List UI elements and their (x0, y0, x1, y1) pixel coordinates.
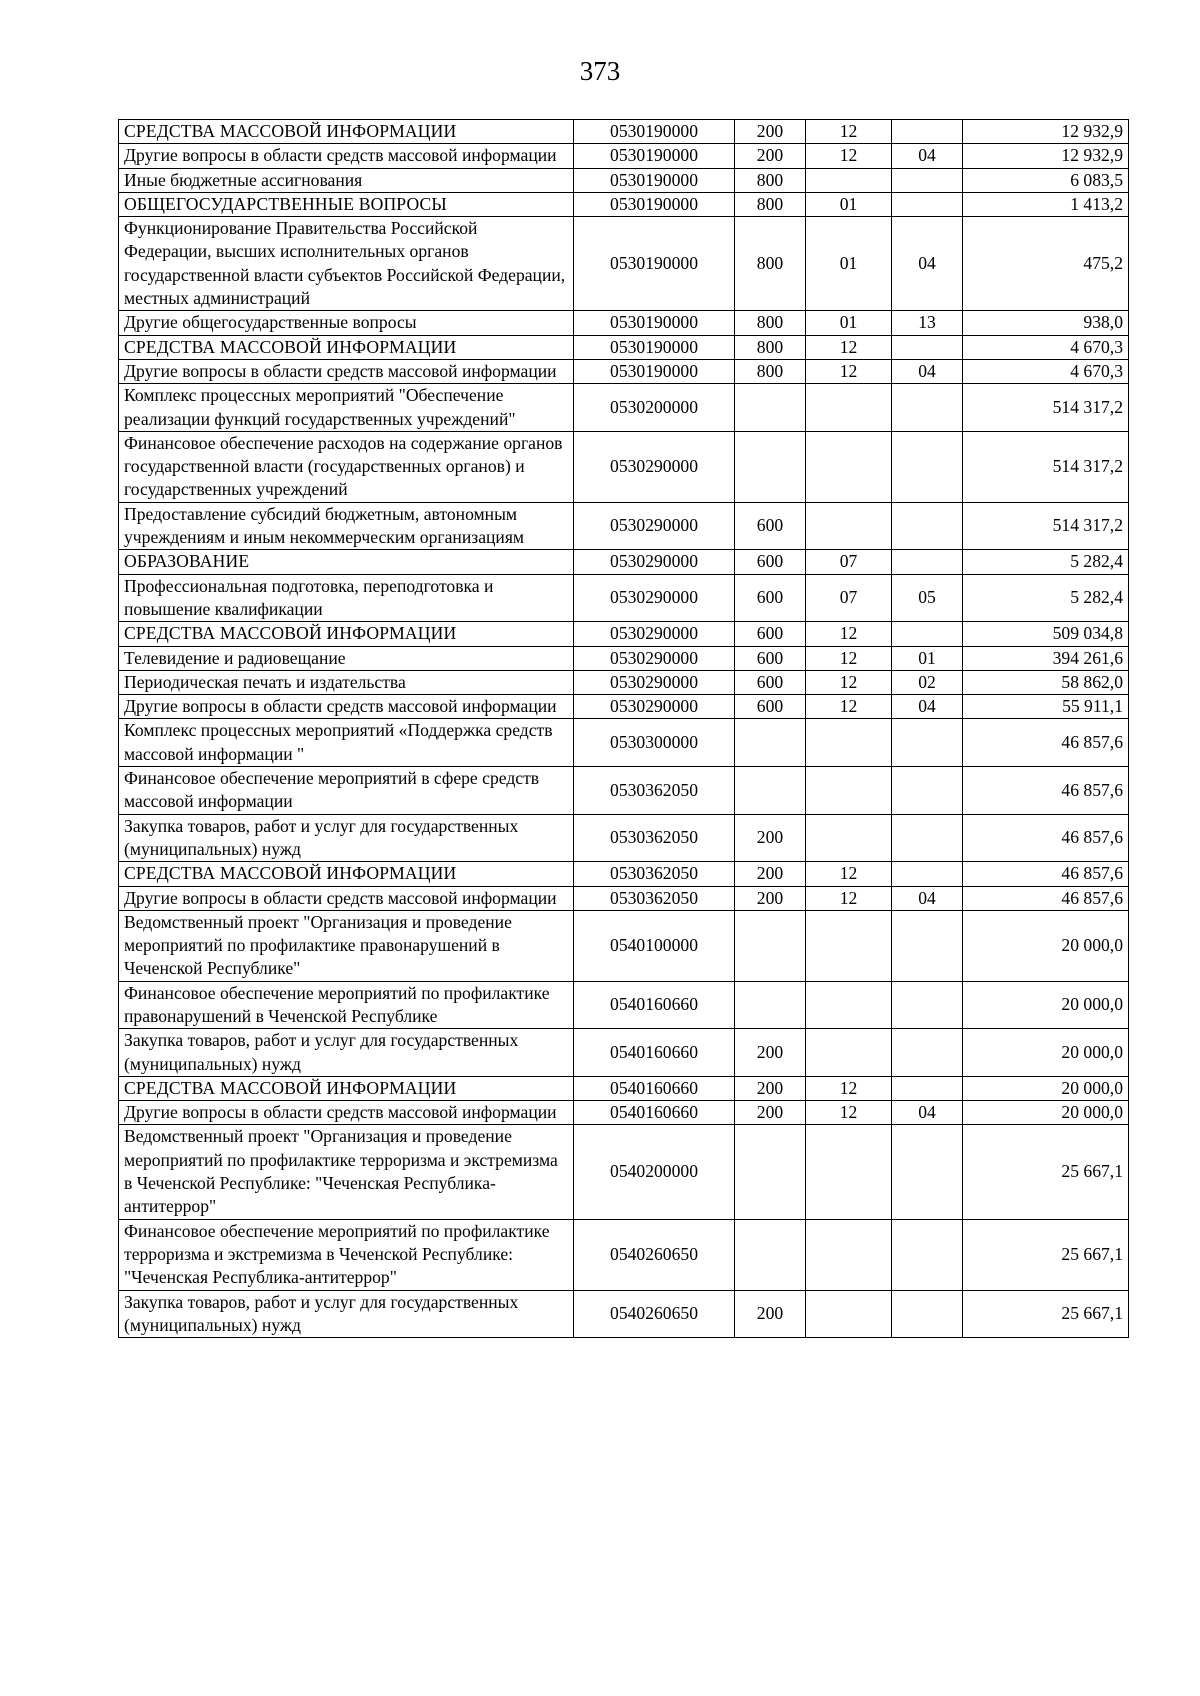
row-rz-cell: 12 (806, 359, 892, 383)
row-csr-cell: 0530362050 (574, 814, 735, 862)
row-pr-cell (892, 1076, 963, 1100)
row-name-cell: Финансовое обеспечение мероприятий в сфере средств массовой информации (119, 767, 574, 815)
row-pr-cell: 04 (892, 695, 963, 719)
row-vr-cell: 200 (735, 144, 806, 168)
table-row (119, 335, 1129, 359)
row-rz-cell (806, 767, 892, 815)
row-rz-cell: 07 (806, 550, 892, 574)
row-sum-cell: 4 670,3 (963, 335, 1129, 359)
table-row (119, 622, 1129, 646)
table-row (119, 431, 1129, 502)
table-row (119, 981, 1129, 1029)
row-csr-cell: 0530190000 (574, 335, 735, 359)
row-rz-cell (806, 168, 892, 192)
row-pr-cell (892, 335, 963, 359)
row-sum-cell: 20 000,0 (963, 1076, 1129, 1100)
table-row (119, 574, 1129, 622)
row-csr-cell: 0530290000 (574, 431, 735, 502)
row-name-cell: Другие вопросы в области средств массовой информации (119, 144, 574, 168)
table-row (119, 120, 1129, 144)
row-pr-cell (892, 1125, 963, 1219)
row-vr-cell: 600 (735, 502, 806, 550)
row-name-cell: СРЕДСТВА МАССОВОЙ ИНФОРМАЦИИ (119, 862, 574, 886)
row-pr-cell (892, 502, 963, 550)
row-sum-cell: 20 000,0 (963, 1029, 1129, 1077)
row-csr-cell: 0540160660 (574, 981, 735, 1029)
row-pr-cell (892, 1290, 963, 1338)
row-csr-cell: 0530190000 (574, 311, 735, 335)
row-pr-cell: 13 (892, 311, 963, 335)
row-sum-cell: 58 862,0 (963, 670, 1129, 694)
budget-table-body (119, 120, 1129, 1338)
row-pr-cell: 05 (892, 574, 963, 622)
row-csr-cell: 0530290000 (574, 622, 735, 646)
table-row (119, 550, 1129, 574)
row-vr-cell: 200 (735, 1076, 806, 1100)
row-pr-cell: 04 (892, 359, 963, 383)
row-rz-cell: 12 (806, 646, 892, 670)
row-vr-cell (735, 384, 806, 432)
row-name-cell: СРЕДСТВА МАССОВОЙ ИНФОРМАЦИИ (119, 622, 574, 646)
row-csr-cell: 0540260650 (574, 1219, 735, 1290)
row-sum-cell: 509 034,8 (963, 622, 1129, 646)
row-name-cell: Финансовое обеспечение мероприятий по профилактике терроризма и экстремизма в Чеченской Республике: "Чеченская Республика-антитеррор" (119, 1219, 574, 1290)
table-row (119, 168, 1129, 192)
row-sum-cell: 514 317,2 (963, 431, 1129, 502)
row-pr-cell (892, 431, 963, 502)
row-csr-cell: 0530290000 (574, 670, 735, 694)
row-vr-cell: 600 (735, 695, 806, 719)
row-pr-cell (892, 719, 963, 767)
row-csr-cell: 0540160660 (574, 1101, 735, 1125)
row-rz-cell (806, 1125, 892, 1219)
row-name-cell: Профессиональная подготовка, переподготовка и повышение квалификации (119, 574, 574, 622)
row-vr-cell: 800 (735, 192, 806, 216)
row-rz-cell: 12 (806, 120, 892, 144)
row-csr-cell: 0530190000 (574, 120, 735, 144)
row-csr-cell: 0540160660 (574, 1076, 735, 1100)
row-rz-cell (806, 1029, 892, 1077)
table-row (119, 767, 1129, 815)
row-sum-cell: 20 000,0 (963, 981, 1129, 1029)
row-csr-cell: 0530362050 (574, 767, 735, 815)
row-pr-cell (892, 192, 963, 216)
row-csr-cell: 0530300000 (574, 719, 735, 767)
row-name-cell: Другие общегосударственные вопросы (119, 311, 574, 335)
table-row (119, 910, 1129, 981)
row-vr-cell: 200 (735, 1029, 806, 1077)
row-csr-cell: 0540160660 (574, 1029, 735, 1077)
row-name-cell: Функционирование Правительства Российской Федерации, высших исполнительных органов государственной власти субъектов Российской Федерации, местных администраций (119, 217, 574, 311)
row-csr-cell: 0530190000 (574, 144, 735, 168)
row-name-cell: Периодическая печать и издательства (119, 670, 574, 694)
row-csr-cell: 0530290000 (574, 550, 735, 574)
row-vr-cell: 600 (735, 646, 806, 670)
row-pr-cell: 01 (892, 646, 963, 670)
row-name-cell: Закупка товаров, работ и услуг для государственных (муниципальных) нужд (119, 814, 574, 862)
table-row (119, 886, 1129, 910)
row-name-cell: ОБЩЕГОСУДАРСТВЕННЫЕ ВОПРОСЫ (119, 192, 574, 216)
row-csr-cell: 0530190000 (574, 359, 735, 383)
row-sum-cell: 46 857,6 (963, 886, 1129, 910)
row-vr-cell: 600 (735, 550, 806, 574)
table-row (119, 502, 1129, 550)
row-rz-cell (806, 719, 892, 767)
table-row (119, 192, 1129, 216)
row-vr-cell: 800 (735, 311, 806, 335)
row-sum-cell: 514 317,2 (963, 384, 1129, 432)
row-vr-cell: 600 (735, 574, 806, 622)
row-vr-cell: 200 (735, 1101, 806, 1125)
row-vr-cell: 800 (735, 359, 806, 383)
table-row (119, 646, 1129, 670)
row-sum-cell: 25 667,1 (963, 1290, 1129, 1338)
row-pr-cell (892, 910, 963, 981)
row-sum-cell: 46 857,6 (963, 862, 1129, 886)
row-sum-cell: 46 857,6 (963, 767, 1129, 815)
row-name-cell: ОБРАЗОВАНИЕ (119, 550, 574, 574)
row-vr-cell (735, 719, 806, 767)
row-pr-cell (892, 814, 963, 862)
row-name-cell: Предоставление субсидий бюджетным, автономным учреждениям и иным некоммерческим организациям (119, 502, 574, 550)
row-name-cell: Ведомственный проект "Организация и проведение мероприятий по профилактике правонарушений в Чеченской Республике" (119, 910, 574, 981)
row-sum-cell: 55 911,1 (963, 695, 1129, 719)
table-row (119, 670, 1129, 694)
table-row (119, 1101, 1129, 1125)
table-row (119, 1125, 1129, 1219)
row-sum-cell: 5 282,4 (963, 574, 1129, 622)
budget-table (118, 119, 1129, 1338)
row-name-cell: Другие вопросы в области средств массовой информации (119, 695, 574, 719)
row-rz-cell: 12 (806, 695, 892, 719)
row-name-cell: Телевидение и радиовещание (119, 646, 574, 670)
row-pr-cell (892, 120, 963, 144)
row-pr-cell: 04 (892, 1101, 963, 1125)
row-csr-cell: 0530362050 (574, 862, 735, 886)
row-rz-cell: 01 (806, 217, 892, 311)
row-rz-cell (806, 814, 892, 862)
row-rz-cell: 12 (806, 1101, 892, 1125)
row-pr-cell (892, 168, 963, 192)
row-csr-cell: 0540100000 (574, 910, 735, 981)
row-name-cell: СРЕДСТВА МАССОВОЙ ИНФОРМАЦИИ (119, 335, 574, 359)
row-sum-cell: 46 857,6 (963, 814, 1129, 862)
row-sum-cell: 25 667,1 (963, 1219, 1129, 1290)
row-sum-cell: 514 317,2 (963, 502, 1129, 550)
row-rz-cell (806, 910, 892, 981)
row-sum-cell: 20 000,0 (963, 910, 1129, 981)
row-name-cell: СРЕДСТВА МАССОВОЙ ИНФОРМАЦИИ (119, 120, 574, 144)
row-name-cell: Комплекс процессных мероприятий "Обеспечение реализации функций государственных учреждений" (119, 384, 574, 432)
row-name-cell: Другие вопросы в области средств массовой информации (119, 886, 574, 910)
row-name-cell: Иные бюджетные ассигнования (119, 168, 574, 192)
row-csr-cell: 0530200000 (574, 384, 735, 432)
row-name-cell: СРЕДСТВА МАССОВОЙ ИНФОРМАЦИИ (119, 1076, 574, 1100)
row-sum-cell: 394 261,6 (963, 646, 1129, 670)
row-name-cell: Финансовое обеспечение мероприятий по профилактике правонарушений в Чеченской Республике (119, 981, 574, 1029)
row-name-cell: Закупка товаров, работ и услуг для государственных (муниципальных) нужд (119, 1290, 574, 1338)
row-sum-cell: 12 932,9 (963, 144, 1129, 168)
row-vr-cell (735, 767, 806, 815)
row-rz-cell (806, 1290, 892, 1338)
table-row (119, 695, 1129, 719)
row-name-cell: Комплекс процессных мероприятий «Поддержка средств массовой информации " (119, 719, 574, 767)
row-rz-cell: 12 (806, 862, 892, 886)
row-csr-cell: 0530290000 (574, 646, 735, 670)
row-name-cell: Другие вопросы в области средств массовой информации (119, 1101, 574, 1125)
row-rz-cell: 12 (806, 886, 892, 910)
table-row (119, 217, 1129, 311)
row-pr-cell (892, 550, 963, 574)
row-csr-cell: 0530190000 (574, 192, 735, 216)
row-sum-cell: 46 857,6 (963, 719, 1129, 767)
row-pr-cell (892, 622, 963, 646)
row-rz-cell (806, 1219, 892, 1290)
row-rz-cell: 12 (806, 670, 892, 694)
row-rz-cell (806, 981, 892, 1029)
row-vr-cell: 200 (735, 886, 806, 910)
row-sum-cell: 1 413,2 (963, 192, 1129, 216)
row-sum-cell: 6 083,5 (963, 168, 1129, 192)
table-row (119, 862, 1129, 886)
row-vr-cell (735, 1125, 806, 1219)
table-row (119, 384, 1129, 432)
table-row (119, 1029, 1129, 1077)
row-vr-cell: 600 (735, 622, 806, 646)
row-csr-cell: 0540200000 (574, 1125, 735, 1219)
row-vr-cell: 200 (735, 862, 806, 886)
row-name-cell: Ведомственный проект "Организация и проведение мероприятий по профилактике терроризма и экстремизма в Чеченской Республике: "Чеченская Республика-антитеррор" (119, 1125, 574, 1219)
table-row (119, 359, 1129, 383)
row-vr-cell: 800 (735, 217, 806, 311)
row-rz-cell: 12 (806, 1076, 892, 1100)
row-vr-cell: 200 (735, 120, 806, 144)
row-rz-cell: 07 (806, 574, 892, 622)
row-csr-cell: 0530290000 (574, 502, 735, 550)
row-rz-cell: 12 (806, 622, 892, 646)
row-pr-cell (892, 1029, 963, 1077)
row-vr-cell: 200 (735, 814, 806, 862)
row-rz-cell: 01 (806, 311, 892, 335)
row-pr-cell: 02 (892, 670, 963, 694)
row-sum-cell: 475,2 (963, 217, 1129, 311)
row-vr-cell: 200 (735, 1290, 806, 1338)
row-rz-cell (806, 502, 892, 550)
row-vr-cell (735, 431, 806, 502)
row-vr-cell: 600 (735, 670, 806, 694)
table-row (119, 1219, 1129, 1290)
row-sum-cell: 4 670,3 (963, 359, 1129, 383)
row-name-cell: Другие вопросы в области средств массовой информации (119, 359, 574, 383)
row-pr-cell: 04 (892, 217, 963, 311)
row-csr-cell: 0530190000 (574, 217, 735, 311)
row-csr-cell: 0530190000 (574, 168, 735, 192)
table-row (119, 311, 1129, 335)
table-row (119, 814, 1129, 862)
row-vr-cell: 800 (735, 168, 806, 192)
row-pr-cell (892, 384, 963, 432)
row-sum-cell: 20 000,0 (963, 1101, 1129, 1125)
row-sum-cell: 5 282,4 (963, 550, 1129, 574)
row-sum-cell: 938,0 (963, 311, 1129, 335)
row-sum-cell: 25 667,1 (963, 1125, 1129, 1219)
row-pr-cell: 04 (892, 144, 963, 168)
table-row (119, 144, 1129, 168)
row-rz-cell: 01 (806, 192, 892, 216)
row-vr-cell (735, 981, 806, 1029)
row-vr-cell (735, 910, 806, 981)
row-rz-cell: 12 (806, 335, 892, 359)
row-pr-cell (892, 862, 963, 886)
row-pr-cell (892, 1219, 963, 1290)
row-csr-cell: 0540260650 (574, 1290, 735, 1338)
row-csr-cell: 0530290000 (574, 695, 735, 719)
row-rz-cell (806, 431, 892, 502)
page-number: 373 (579, 56, 621, 86)
row-name-cell: Финансовое обеспечение расходов на содержание органов государственной власти (государственных органов) и государственных учреждений (119, 431, 574, 502)
row-rz-cell: 12 (806, 144, 892, 168)
row-vr-cell: 800 (735, 335, 806, 359)
row-vr-cell (735, 1219, 806, 1290)
row-name-cell: Закупка товаров, работ и услуг для государственных (муниципальных) нужд (119, 1029, 574, 1077)
row-rz-cell (806, 384, 892, 432)
row-csr-cell: 0530290000 (574, 574, 735, 622)
row-sum-cell: 12 932,9 (963, 120, 1129, 144)
table-row (119, 1290, 1129, 1338)
row-csr-cell: 0530362050 (574, 886, 735, 910)
table-row (119, 719, 1129, 767)
table-row (119, 1076, 1129, 1100)
row-pr-cell: 04 (892, 886, 963, 910)
row-pr-cell (892, 981, 963, 1029)
row-pr-cell (892, 767, 963, 815)
